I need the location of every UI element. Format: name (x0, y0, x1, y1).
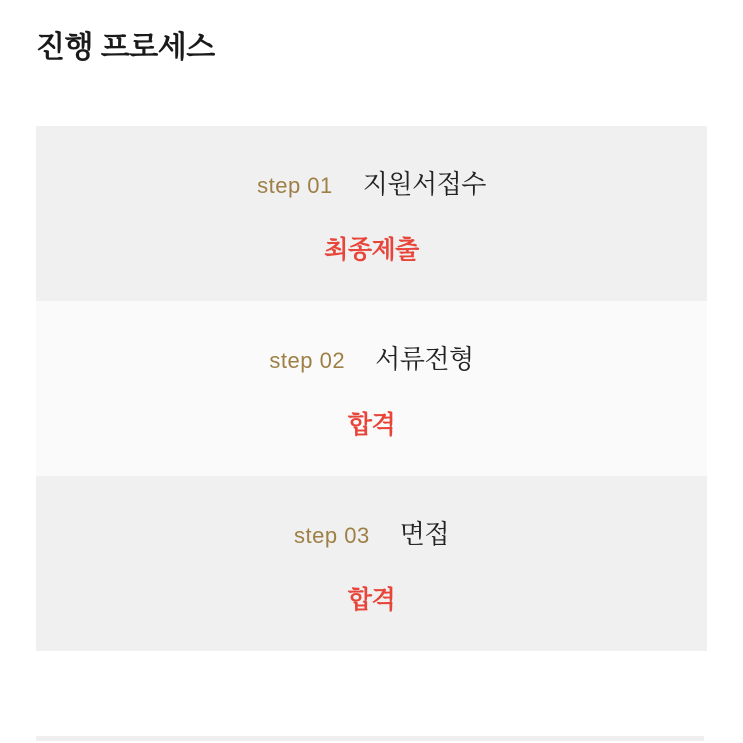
step-status-label: 최종제출 (324, 236, 419, 264)
process-step (36, 476, 707, 651)
next-section-top-edge (36, 736, 704, 741)
step-status-label: 합격 (347, 586, 396, 614)
step-row (269, 344, 473, 376)
step-name-label: 지원서접수 (362, 169, 486, 199)
page-title: 진행 프로세스 (36, 31, 215, 64)
step-number-label: step 03 (294, 523, 370, 548)
process-list (36, 126, 707, 651)
step-number-label: step 01 (257, 173, 333, 198)
step-name-label: 서류전형 (375, 344, 474, 374)
step-row (294, 519, 449, 551)
step-row (257, 169, 486, 201)
process-step (36, 126, 707, 301)
process-step (36, 301, 707, 476)
step-name-label: 면접 (399, 519, 449, 549)
step-number-label: step 02 (269, 348, 346, 373)
step-status-label: 합격 (347, 411, 396, 439)
